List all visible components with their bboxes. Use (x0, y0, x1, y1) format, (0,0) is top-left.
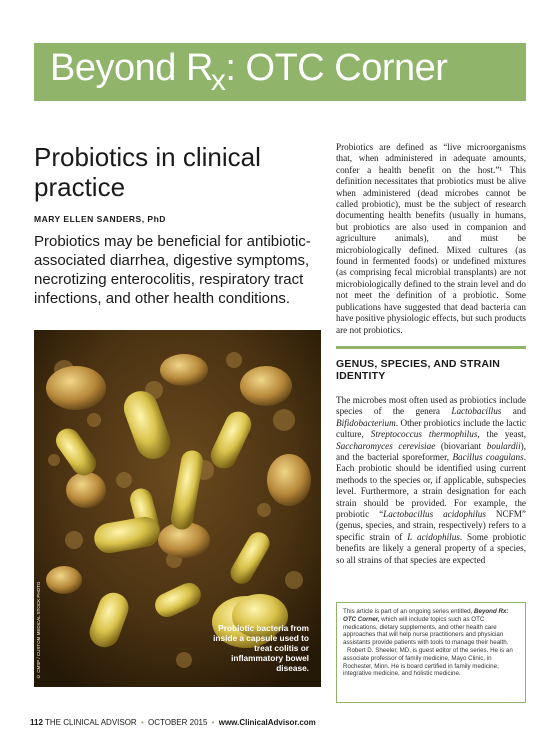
sidebar-intro (343, 608, 519, 647)
species-name: L acidophilus (407, 531, 460, 542)
publication-name: THE CLINICAL ADVISOR (44, 718, 137, 727)
body-paragraph-2 (336, 395, 526, 566)
text-run: ), and the bacterial sporeformer, (336, 440, 527, 462)
article-title: Probiotics in clinical practice (34, 142, 261, 202)
genus-name: Bifidobacterium (336, 417, 396, 428)
section-banner (34, 43, 526, 101)
photo-caption: Probiotic bacteria from inside a capsule used to treat colitis or inflammatory bowel disease. (213, 623, 309, 673)
species-name: Saccharomyces cerevisiae (336, 440, 436, 451)
photo-credit: © CMSP / CUSTOM MEDICAL STOCK PHOTO (36, 581, 41, 679)
text-run: . Each probiotic should be identified using current methods to the species or, if applicable, subspecies level. Furthermore, a strain designation for each strain should be provided. For example, the probiotic “ (336, 451, 526, 519)
species-name: Bacillus coagulans (452, 451, 524, 462)
article-deck: Probiotics may be beneficial for antibiotic-associated diarrhea, digestive symptoms, necrotizing enterocolitis, respiratory tract infections, and other health conditions. (34, 233, 311, 307)
footer-bullet: • (140, 718, 144, 727)
text-run: . Other probiotics include the lactic culture, (336, 417, 526, 440)
section-title-subscript: x (210, 64, 226, 97)
species-name: Lactobacillus acidophilus (383, 508, 486, 519)
text-run: and (501, 406, 527, 417)
series-sidebar (336, 602, 526, 703)
section-title-rest: : OTC Corner (225, 47, 448, 89)
article-author: MARY ELLEN SANDERS, PhD (34, 214, 166, 224)
page-footer (30, 718, 316, 727)
text-run: NCFM” (genus, species, and strain, respectively) refers to a specific strain of (336, 508, 526, 542)
text-run: which will include topics such as OTC medications, dietary supplements, and other health care approaches that will help nurse practitioners and physician assistants provide patients with tools to manage their health. (343, 615, 509, 647)
series-name: Beyond Rx: OTC Corner, (343, 608, 509, 623)
text-run: (biovariant (435, 440, 487, 451)
genus-name: Lactobacillus (451, 406, 502, 417)
bacteria-photo (34, 330, 321, 687)
species-name: Streptococcus thermophilus (370, 429, 478, 440)
text-run: . Some probiotic benefits are likely a general property of a species, so all strains of that species are expected (336, 531, 526, 565)
sidebar-editor: Robert D. Sheeler, MD, is guest editor of the series. He is an associate professor of family medicine, Mayo Clinic, in Rochester, Minn. He is board certified in family medicine, integrative medicine, and holistic medicine. (343, 646, 513, 678)
footer-bullet: • (211, 718, 215, 727)
body-paragraph-1: Probiotics are defined as “live microorganisms that, when administered in adequate amounts, confer a health benefit on the host.”¹ This definition necessitates that probiotics must be alive when administered (dead microbes cannot be called probiotic), must be the subject of research documenting health benefits (usually in humans, but probiotics are also used in companion and agriculture animals), and must be microbiologically defined. Mixed cultures (as found in fermented foods) or undefined mixtures (as comprising fecal microbial transplants) are not microbiologically defined to the strain level and do not meet the definition of a probiotic. Some publications have suggested that dead bacteria can have positive physiologic effects, but such products are not probiotics. (336, 142, 526, 335)
text-run: , the yeast, (477, 429, 527, 440)
website-link[interactable]: www.ClinicalAdvisor.com (218, 718, 316, 727)
text-run: The microbes most often used as probiotics include species of the genera (336, 394, 526, 417)
body-column (336, 142, 526, 566)
section-title-main: Beyond R (50, 47, 213, 89)
text-run: This article is part of an ongoing series entitled, (343, 608, 475, 615)
section-subhead: GENUS, SPECIES, AND STRAIN IDENTITY (336, 346, 526, 382)
section-title (50, 47, 518, 97)
species-name: boulardii (486, 440, 521, 451)
page-number: 112 (30, 718, 43, 727)
issue-date: OCTOBER 2015 (148, 718, 208, 727)
